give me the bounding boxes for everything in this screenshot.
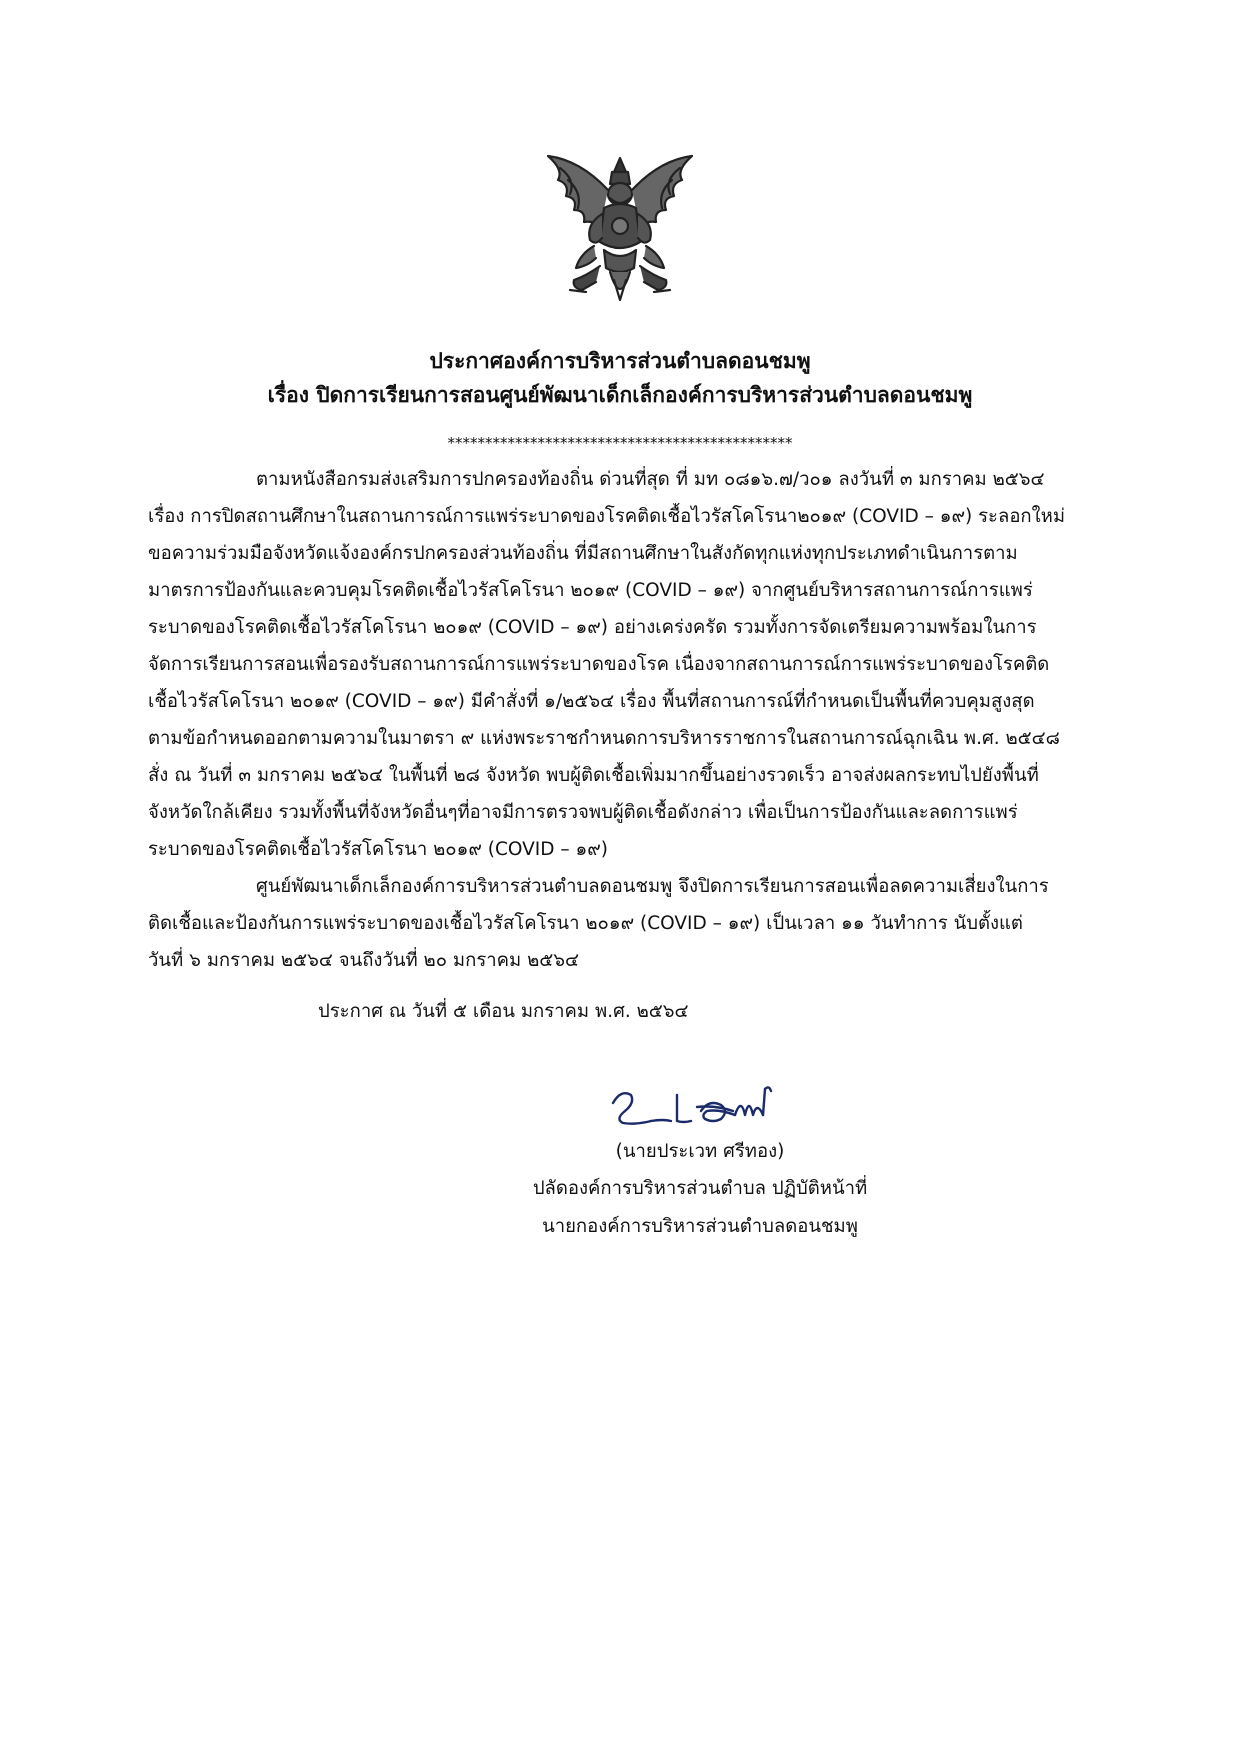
body-line: ระบาดของโรคติดเชื้อไวรัสโคโรนา ๒๐๑๙ (COVID – ๑๙) อย่างเคร่งครัด รวมทั้งการจัดเตรียมความพร้อมในการ [148,617,1037,638]
body-line: สั่ง ณ วันที่ ๓ มกราคม ๒๕๖๔ ในพื้นที่ ๒๘ จังหวัด พบผู้ติดเชื้อเพิ่มมากขึ้นอย่างรวดเร็ว อาจส่งผลกระทบไปยังพื้นที่ [148,765,1039,786]
signer-position-acting: นายกองค์การบริหารส่วนตำบลดอนชมพู [542,1216,858,1237]
announcement-date: ประกาศ ณ วันที่ ๕ เดือน มกราคม พ.ศ. ๒๕๖๔ [318,1001,689,1022]
body-line: ตามข้อกำหนดออกตามความในมาตรา ๙ แห่งพระราชกำหนดการบริหารราชการในสถานการณ์ฉุกเฉิน พ.ศ. ๒๕๔๘ [148,728,1060,749]
body-line: เชื้อไวรัสโคโรนา ๒๐๑๙ (COVID – ๑๙) มีคำสั่งที่ ๑/๒๕๖๔ เรื่อง พื้นที่สถานการณ์ที่กำหนดเป็นพื้นที่ควบคุมสูงสุด [148,691,1035,712]
signer-name: (นายประเวท ศรีทอง) [615,1141,785,1162]
garuda-emblem-icon [530,150,710,310]
separator-stars: ********************************************** [447,434,793,452]
body-line: ขอความร่วมมือจังหวัดแจ้งองค์กรปกครองส่วนท้องถิ่น ที่มีสถานศึกษาในสังกัดทุกแห่งทุกประเภทดำเนินการตาม [148,543,1018,564]
body-line: จัดการเรียนการสอนเพื่อรองรับสถานการณ์การแพร่ระบาดของโรค เนื่องจากสถานการณ์การแพร่ระบาดของโรคติด [148,654,1050,675]
body-line: มาตรการป้องกันและควบคุมโรคติดเชื้อไวรัสโคโรนา ๒๐๑๙ (COVID – ๑๙) จากศูนย์บริหารสถานการณ์การแพร่ [148,580,1033,601]
signer-position: ปลัดองค์การบริหารส่วนตำบล ปฏิบัติหน้าที่ [532,1178,868,1199]
handwritten-signature [605,1075,805,1145]
body-line: ติดเชื้อและป้องกันการแพร่ระบาดของเชื้อไวรัสโคโรนา ๒๐๑๙ (COVID – ๑๙) เป็นเวลา ๑๑ วันทำการ นับตั้งแต่ [148,913,1023,934]
body-line: ตามหนังสือกรมส่งเสริมการปกครองท้องถิ่น ด่วนที่สุด ที่ มท ๐๘๑๖.๗/ว๐๑ ลงวันที่ ๓ มกราคม ๒๕๖๔ [256,469,1045,490]
announcement-subject: เรื่อง ปิดการเรียนการสอนศูนย์พัฒนาเด็กเล็กองค์การบริหารส่วนตำบลดอนชมพู [267,383,973,407]
body-line: เรื่อง การปิดสถานศึกษาในสถานการณ์การแพร่ระบาดของโรคติดเชื้อไวรัสโคโรนา๒๐๑๙ (COVID – ๑๙) ระลอกใหม่ [148,506,1066,527]
body-line: จังหวัดใกล้เคียง รวมทั้งพื้นที่จังหวัดอื่นๆที่อาจมีการตรวจพบผู้ติดเชื้อดังกล่าว เพื่อเป็นการป้องกันและลดการแพร่ [148,802,1018,823]
announcement-title: ประกาศองค์การบริหารส่วนตำบลดอนชมพู [429,349,811,373]
body-line: ระบาดของโรคติดเชื้อไวรัสโคโรนา ๒๐๑๙ (COVID – ๑๙) [148,839,609,860]
body-line: ศูนย์พัฒนาเด็กเล็กองค์การบริหารส่วนตำบลดอนชมพู จึงปิดการเรียนการสอนเพื่อลดความเสี่ยงในการ [256,876,1049,897]
body-line: วันที่ ๖ มกราคม ๒๕๖๔ จนถึงวันที่ ๒๐ มกราคม ๒๕๖๔ [148,950,580,971]
